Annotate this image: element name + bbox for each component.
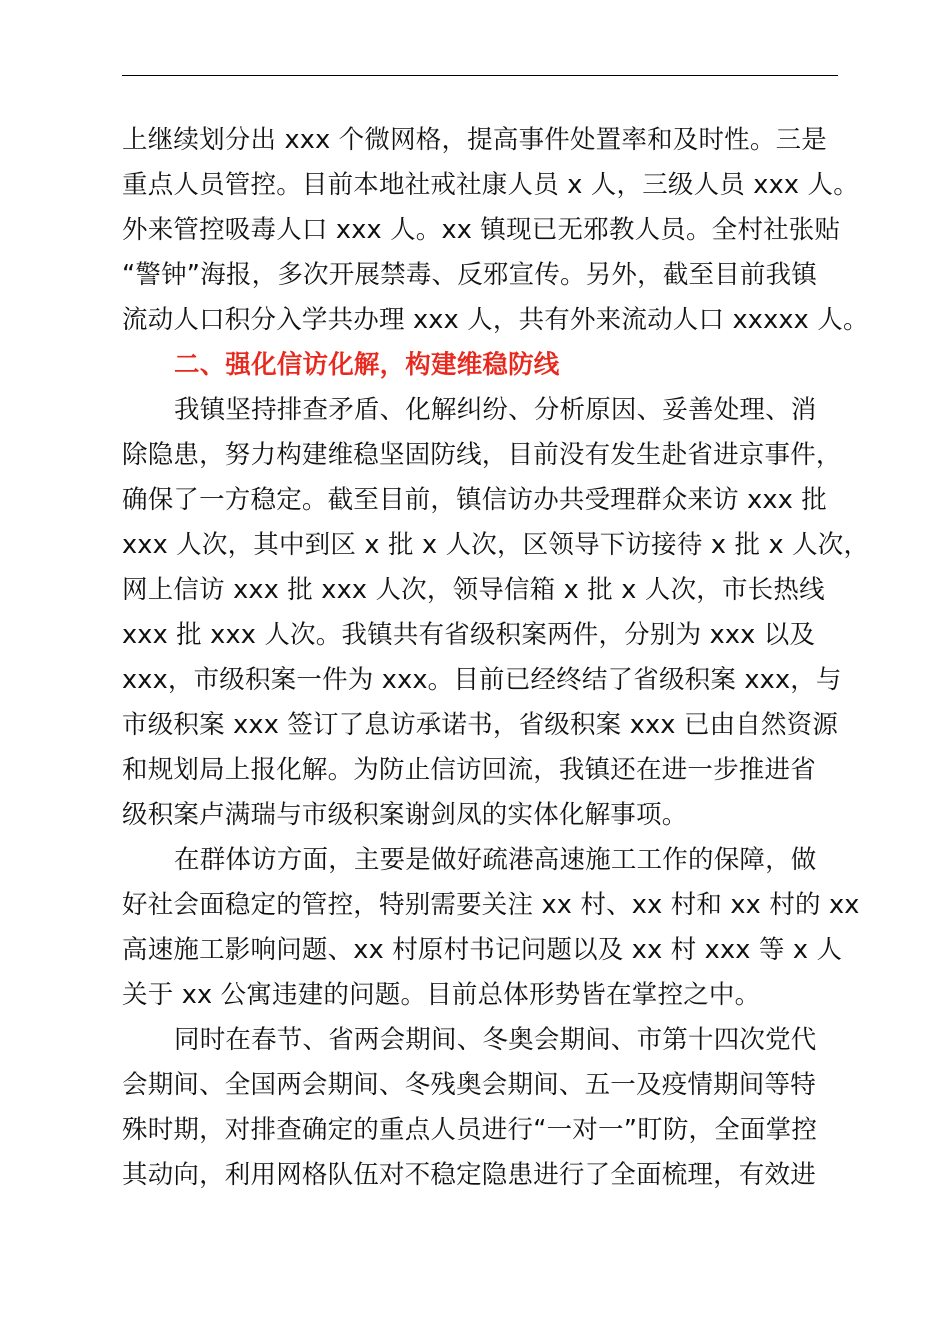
text-line: 会期间、全国两会期间、冬残奥会期间、五一及疫情期间等特: [122, 1070, 816, 1100]
text-line: 重点人员管控。目前本地社戒社康人员 x 人，三级人员 xxx 人。: [122, 170, 859, 200]
text-line: 殊时期，对排查确定的重点人员进行“一对一”盯防，全面掌控: [122, 1115, 818, 1145]
text-line: 市级积案 xxx 签订了息访承诺书，省级积案 xxx 已由自然资源: [122, 710, 839, 740]
text-line: 外来管控吸毒人口 xxx 人。xx 镇现已无邪教人员。全村社张贴: [122, 215, 841, 245]
text-line: “警钟”海报，多次开展禁毒、反邪宣传。另外，截至目前我镇: [122, 260, 818, 290]
text-line: 和规划局上报化解。为防止信访回流，我镇还在进一步推进省: [122, 755, 816, 785]
section-heading: 二、强化信访化解，构建维稳防线: [174, 350, 560, 380]
text-line: 关于 xx 公寓违建的问题。目前总体形势皆在掌控之中。: [122, 980, 761, 1010]
text-line: 除隐患，努力构建维稳坚固防线，目前没有发生赴省进京事件，: [122, 440, 842, 470]
text-line: 在群体访方面，主要是做好疏港高速施工工作的保障，做: [174, 845, 817, 875]
text-line: 网上信访 xxx 批 xxx 人次，领导信箱 x 批 x 人次，市长热线: [122, 575, 825, 605]
text-line: 好社会面稳定的管控，特别需要关注 xx 村、xx 村和 xx 村的 xx: [122, 890, 860, 920]
text-line: 确保了一方稳定。截至目前，镇信访办共受理群众来访 xxx 批: [122, 485, 827, 515]
text-line: 流动人口积分入学共办理 xxx 人，共有外来流动人口 xxxxx 人。: [122, 305, 869, 335]
document-body: [122, 118, 870, 1198]
text-line: 我镇坚持排查矛盾、化解纠纷、分析原因、妥善处理、消: [174, 395, 817, 425]
text-line: xxx 批 xxx 人次。我镇共有省级积案两件，分别为 xxx 以及: [122, 620, 816, 650]
text-line: 同时在春节、省两会期间、冬奥会期间、市第十四次党代: [174, 1025, 817, 1055]
header-rule: [122, 75, 838, 76]
text-line: xxx 人次，其中到区 x 批 x 人次，区领导下访接待 x 批 x 人次，: [122, 530, 870, 560]
text-line: 其动向，利用网格队伍对不稳定隐患进行了全面梳理，有效进: [122, 1160, 816, 1190]
text-line: 上继续划分出 xxx 个微网格，提高事件处置率和及时性。三是: [122, 125, 827, 155]
text-line: xxx，市级积案一件为 xxx。目前已经终结了省级积案 xxx，与: [122, 665, 842, 695]
text-line: 高速施工影响问题、xx 村原村书记问题以及 xx 村 xxx 等 x 人: [122, 935, 843, 965]
text-line: 级积案卢满瑞与市级积案谢剑凤的实体化解事项。: [122, 800, 688, 830]
